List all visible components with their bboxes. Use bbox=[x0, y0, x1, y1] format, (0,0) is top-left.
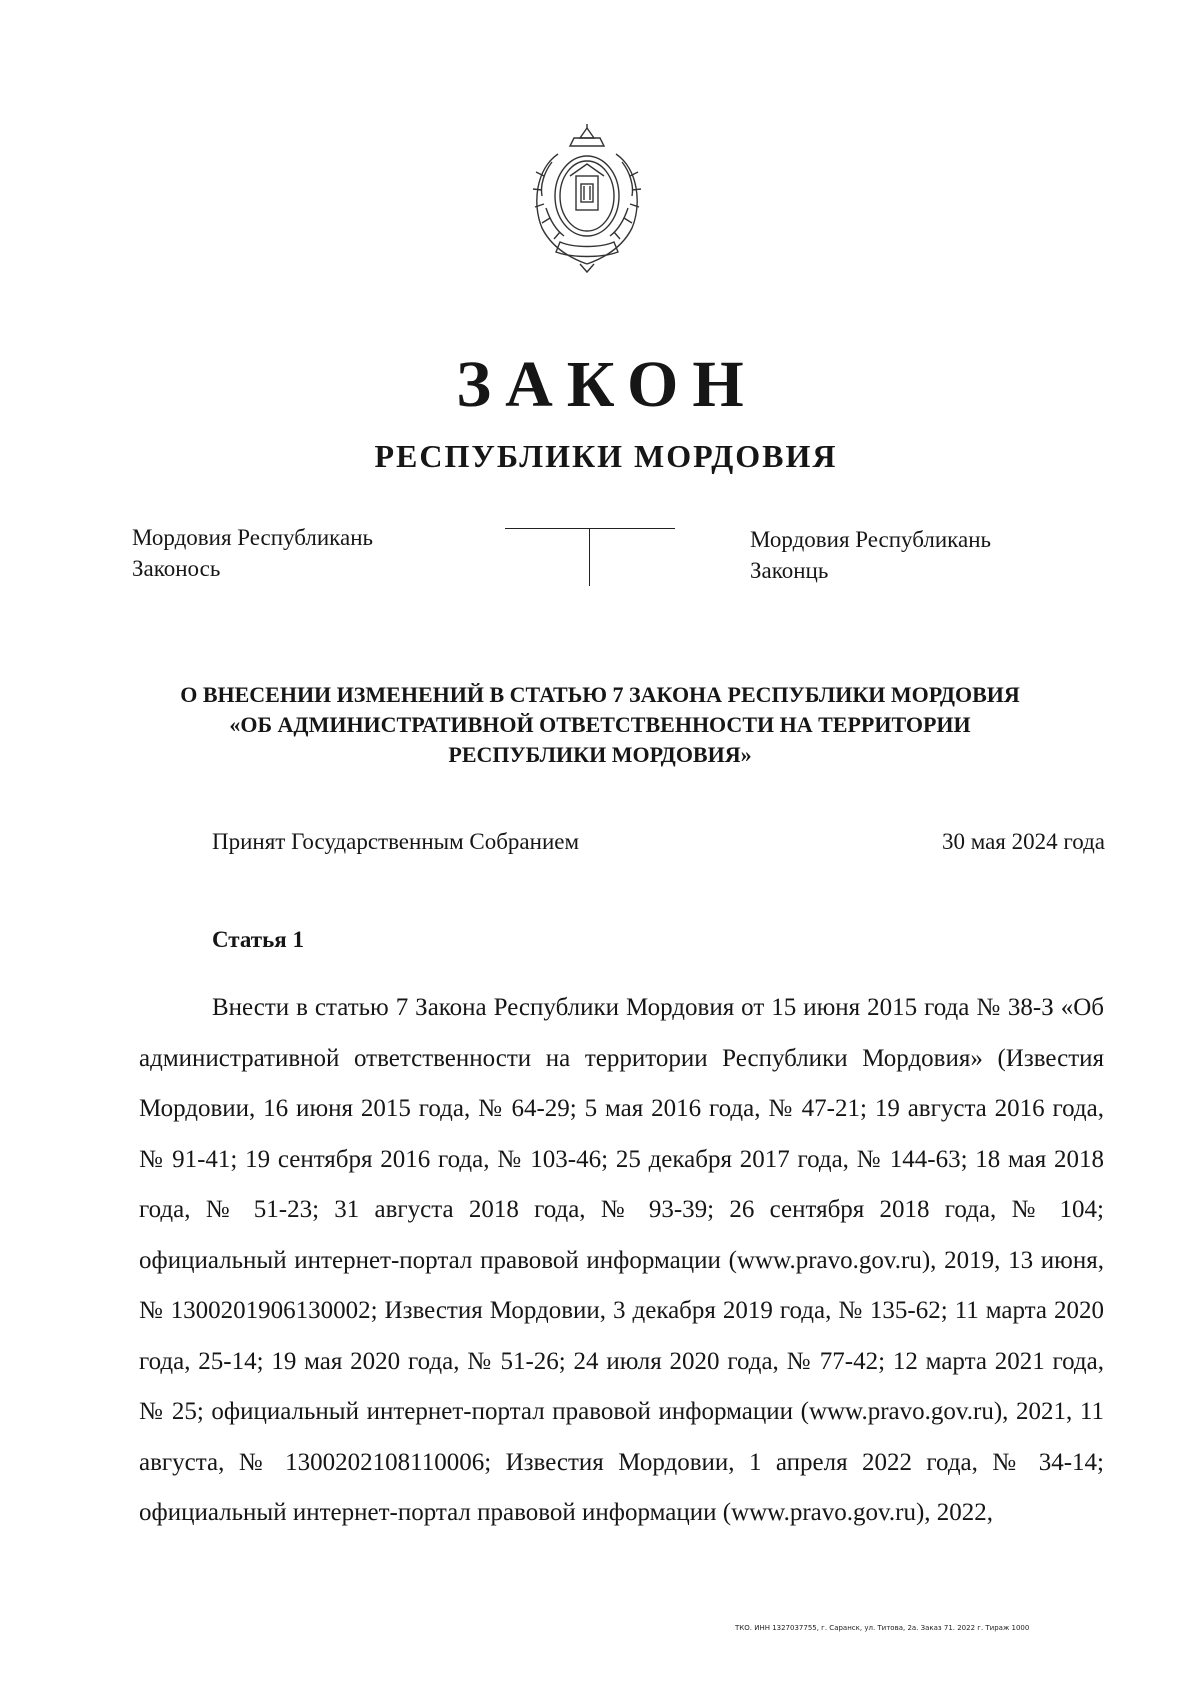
document-title: ЗАКОН bbox=[456, 348, 758, 421]
law-heading-line1: О ВНЕСЕНИИ ИЗМЕНЕНИЙ В СТАТЬЮ 7 ЗАКОНА РЕСПУБЛИКИ МОРДОВИЯ bbox=[180, 682, 1020, 707]
moksha-title-line1: Мордовия Республикань bbox=[132, 525, 374, 550]
document-subtitle: РЕСПУБЛИКИ МОРДОВИЯ bbox=[374, 438, 838, 474]
moksha-title bbox=[132, 522, 373, 584]
erzya-title-line1: Мордовия Республикань bbox=[750, 527, 992, 552]
registration-stamp-frame bbox=[505, 528, 675, 588]
article-title: Статья 1 bbox=[212, 927, 304, 952]
adoption-date: 30 мая 2024 года bbox=[941, 829, 1105, 854]
article-body: Внести в статью 7 Закона Республики Мордовия от 15 июня 2015 года № 38-З «Об административной ответственности на территории Республики Мордовия» (Известия Мордовии, 16 июня 2015 года, № 64-29; 5 мая 2016 года, № 47-21; 19 августа 2016 года, № 91-41; 19 сентября 2016 года, № 103-46; 25 декабря 2017 года, № 144-63; 18 мая 2018 года, № 51-23; 31 августа 2018 года, № 93-39; 26 сентября 2018 года, № 104; официальный интернет-портал правовой информации (www.pravo.gov.ru), 2019, 13 июня, № 1300201906130002; Известия Мордовии, 3 декабря 2019 года, № 135-62; 11 марта 2020 года, 25-14; 19 мая 2020 года, № 51-26; 24 июля 2020 года, № 77-42; 12 марта 2021 года, № 25; официальный интернет-портал правовой информации (www.pravo.gov.ru), 2021, 11 августа, № 1300202108110006; Известия Мордовии, 1 апреля 2022 года, № 34-14; официальный интернет-портал правовой информации (www.pravo.gov.ru), 2022, bbox=[139, 994, 1104, 1526]
stamp-vertical-line bbox=[589, 528, 590, 586]
erzya-title-line2: Законць bbox=[750, 558, 829, 583]
printer-info: ТКО. ИНН 1327037755, г. Саранск, ул. Титова, 2а. Заказ 71. 2022 г. Тираж 1000 bbox=[735, 1624, 1030, 1632]
adopted-by: Принят Государственным Собранием bbox=[212, 829, 580, 854]
law-heading bbox=[0, 680, 1200, 770]
moksha-title-line2: Законось bbox=[132, 556, 221, 581]
stamp-horizontal-line bbox=[505, 528, 675, 529]
law-heading-line3: РЕСПУБЛИКИ МОРДОВИЯ» bbox=[448, 742, 752, 767]
mordovia-coat-of-arms-icon bbox=[522, 124, 652, 274]
law-heading-line2: «ОБ АДМИНИСТРАТИВНОЙ ОТВЕТСТВЕННОСТИ НА ТЕРРИТОРИИ bbox=[229, 712, 971, 737]
erzya-title bbox=[750, 524, 991, 586]
